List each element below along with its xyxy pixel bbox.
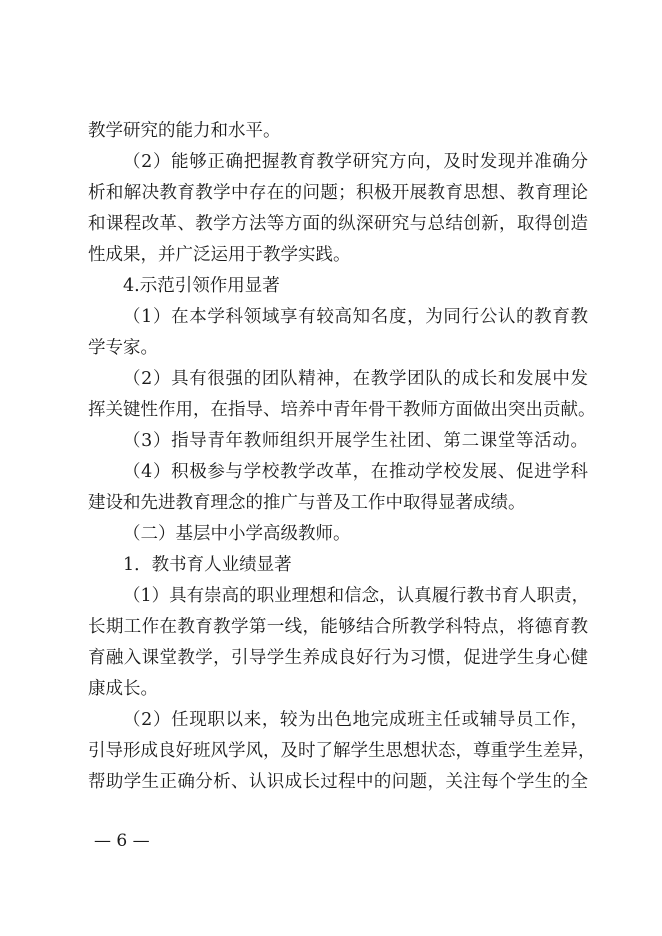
paragraph-line: （4）积极参与学校教学改革，在推动学校发展、促进学科 (123, 462, 588, 482)
paragraph-line: 育融入课堂教学，引导学生养成良好行为习惯，促进学生身心健 (88, 648, 588, 668)
paragraph-line: 建设和先进教育理念的推广与普及工作中取得显著成绩。 (88, 493, 526, 513)
paragraph-line: 析和解决教育教学中存在的问题；积极开展教育思想、教育理论 (88, 183, 588, 203)
paragraph-line: 帮助学生正确分析、认识成长过程中的问题，关注每个学生的全 (88, 772, 588, 792)
paragraph-line: （3）指导青年教师组织开展学生社团、第二课堂等活动。 (123, 431, 588, 451)
paragraph-line: （2）具有很强的团队精神，在教学团队的成长和发展中发 (123, 369, 588, 389)
paragraph-line: 性成果，并广泛运用于教学实践。 (88, 245, 351, 265)
paragraph-line: 教学研究的能力和水平。 (88, 121, 281, 141)
paragraph-line: 挥关键性作用，在指导、培养中青年骨干教师方面做出突出贡献。 (88, 400, 596, 420)
paragraph-line: 长期工作在教育教学第一线，能够结合所教学科特点，将德育教 (88, 617, 588, 637)
paragraph-line: （1）具有崇高的职业理想和信念，认真履行教书育人职责， (123, 586, 590, 606)
paragraph-line: 引导形成良好班风学风，及时了解学生思想状态，尊重学生差异， (88, 741, 596, 761)
section-heading: 1．教书育人业绩显著 (123, 555, 292, 575)
paragraph-line: 学专家。 (88, 338, 158, 358)
section-heading: （二）基层中小学高级教师。 (123, 524, 351, 544)
page-number: — 6 — (94, 831, 150, 851)
paragraph-line: （1）在本学科领域享有较高知名度，为同行公认的教育教 (123, 307, 588, 327)
paragraph-line: （2）能够正确把握教育教学研究方向，及时发现并准确分 (123, 152, 588, 172)
paragraph-line: 和课程改革、教学方法等方面的纵深研究与总结创新，取得创造 (88, 214, 588, 234)
paragraph-line: 康成长。 (88, 679, 158, 699)
paragraph-line: （2）任现职以来，较为出色地完成班主任或辅导员工作， (123, 710, 588, 730)
section-heading: 4.示范引领作用显著 (123, 276, 280, 296)
